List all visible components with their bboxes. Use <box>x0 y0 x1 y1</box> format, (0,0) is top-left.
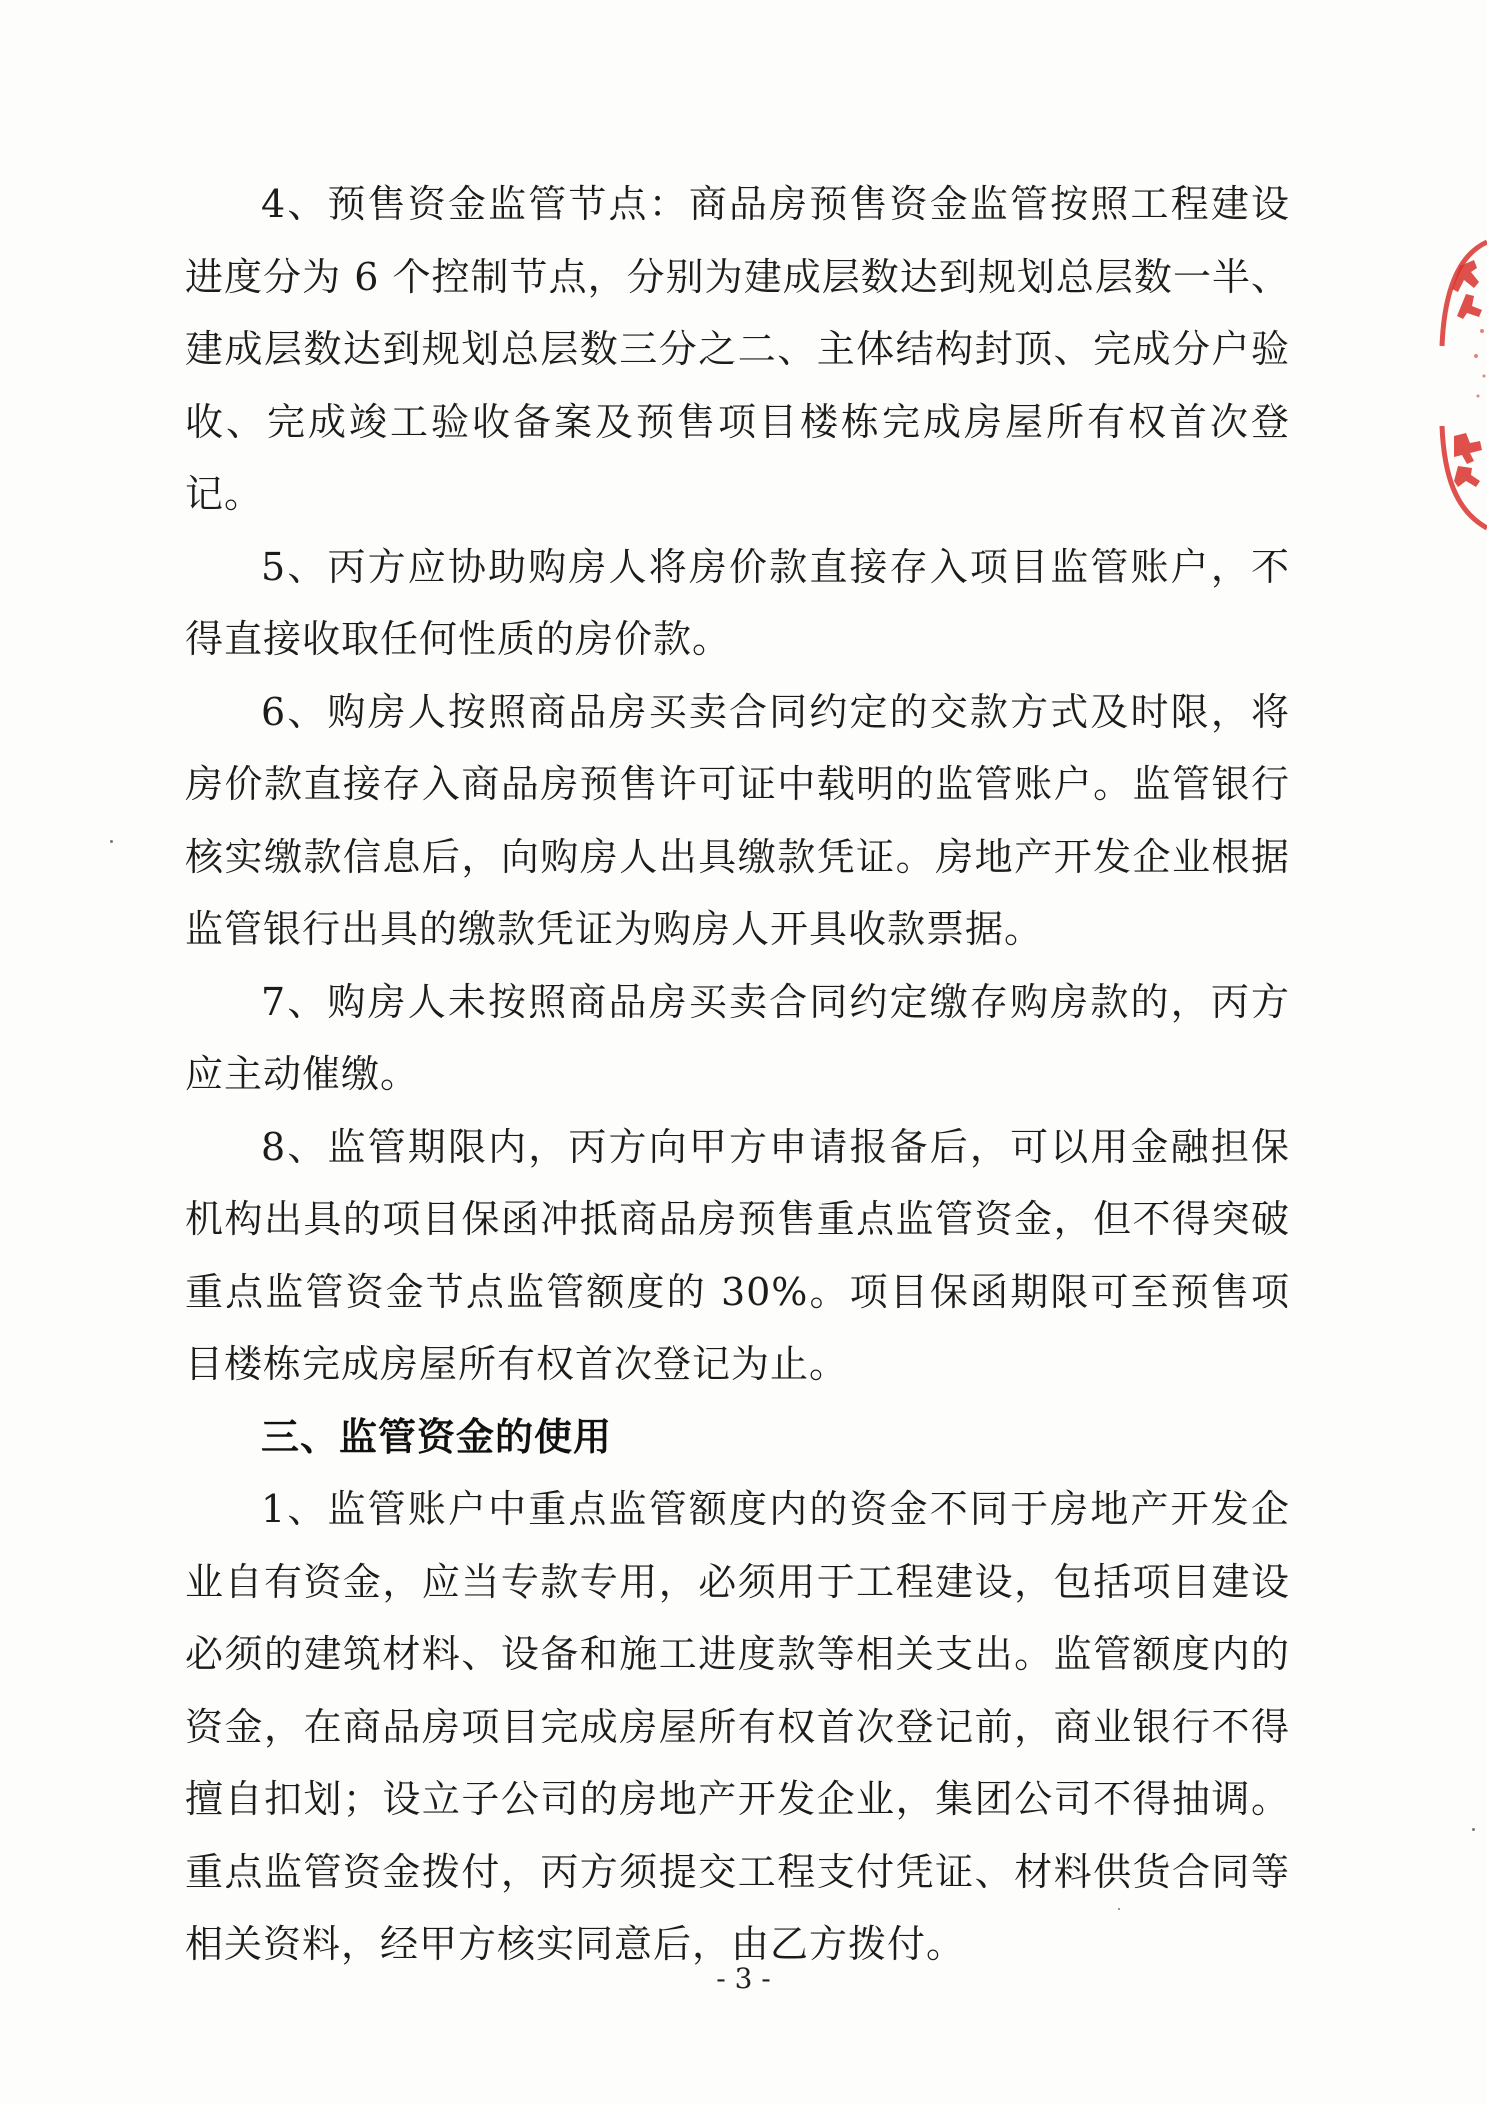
seal-stamp-partial <box>1438 236 1487 536</box>
scan-speck <box>110 840 113 843</box>
scan-speck <box>1118 1908 1120 1910</box>
page-number: - 3 - <box>716 1962 771 1995</box>
paragraph-6: 6、购房人按照商品房买卖合同约定的交款方式及时限，将房价款直接存入商品房预售许可证中载明的监管账户。监管银行核实缴款信息后，向购房人出具缴款凭证。房地产开发企业根据监管银行出具的缴款凭证为购房人开具收款票据。 <box>185 689 1290 951</box>
scan-speck <box>1472 1828 1475 1831</box>
section-paragraph-1: 1、监管账户中重点监管额度内的资金不同于房地产开发企业自有资金，应当专款专用，必须用于工程建设，包括项目建设必须的建筑材料、设备和施工进度款等相关支出。监管额度内的资金，在商品房项目完成房屋所有权首次登记前，商业银行不得擅自扣划；设立子公司的房地产开发企业，集团公司不得抽调。重点监管资金拨付，丙方须提交工程支付凭证、材料供货合同等相关资料，经甲方核实同意后，由乙方拨付。 <box>185 1487 1290 1966</box>
paragraph-4: 4、预售资金监管节点：商品房预售资金监管按照工程建设进度分为 6 个控制节点，分别为建成层数达到规划总层数一半、建成层数达到规划总层数三分之二、主体结构封顶、完成分户验收、完成竣工验收备案及预售项目楼栋完成房屋所有权首次登记。 <box>185 182 1290 516</box>
paragraph-8: 8、监管期限内，丙方向甲方申请报备后，可以用金融担保机构出具的项目保函冲抵商品房预售重点监管资金，但不得突破重点监管资金节点监管额度的 30%。项目保函期限可至预售项目楼栋完成房屋所有权首次登记为止。 <box>185 1124 1290 1386</box>
body-text <box>185 168 1290 1981</box>
section-heading: 三、监管资金的使用 <box>261 1414 613 1459</box>
seal-stamp-graphic <box>1438 236 1487 536</box>
paragraph-5: 5、丙方应协助购房人将房价款直接存入项目监管账户，不得直接收取任何性质的房价款。 <box>185 544 1290 661</box>
paragraph-7: 7、购房人未按照商品房买卖合同约定缴存购房款的，丙方应主动催缴。 <box>185 979 1290 1096</box>
